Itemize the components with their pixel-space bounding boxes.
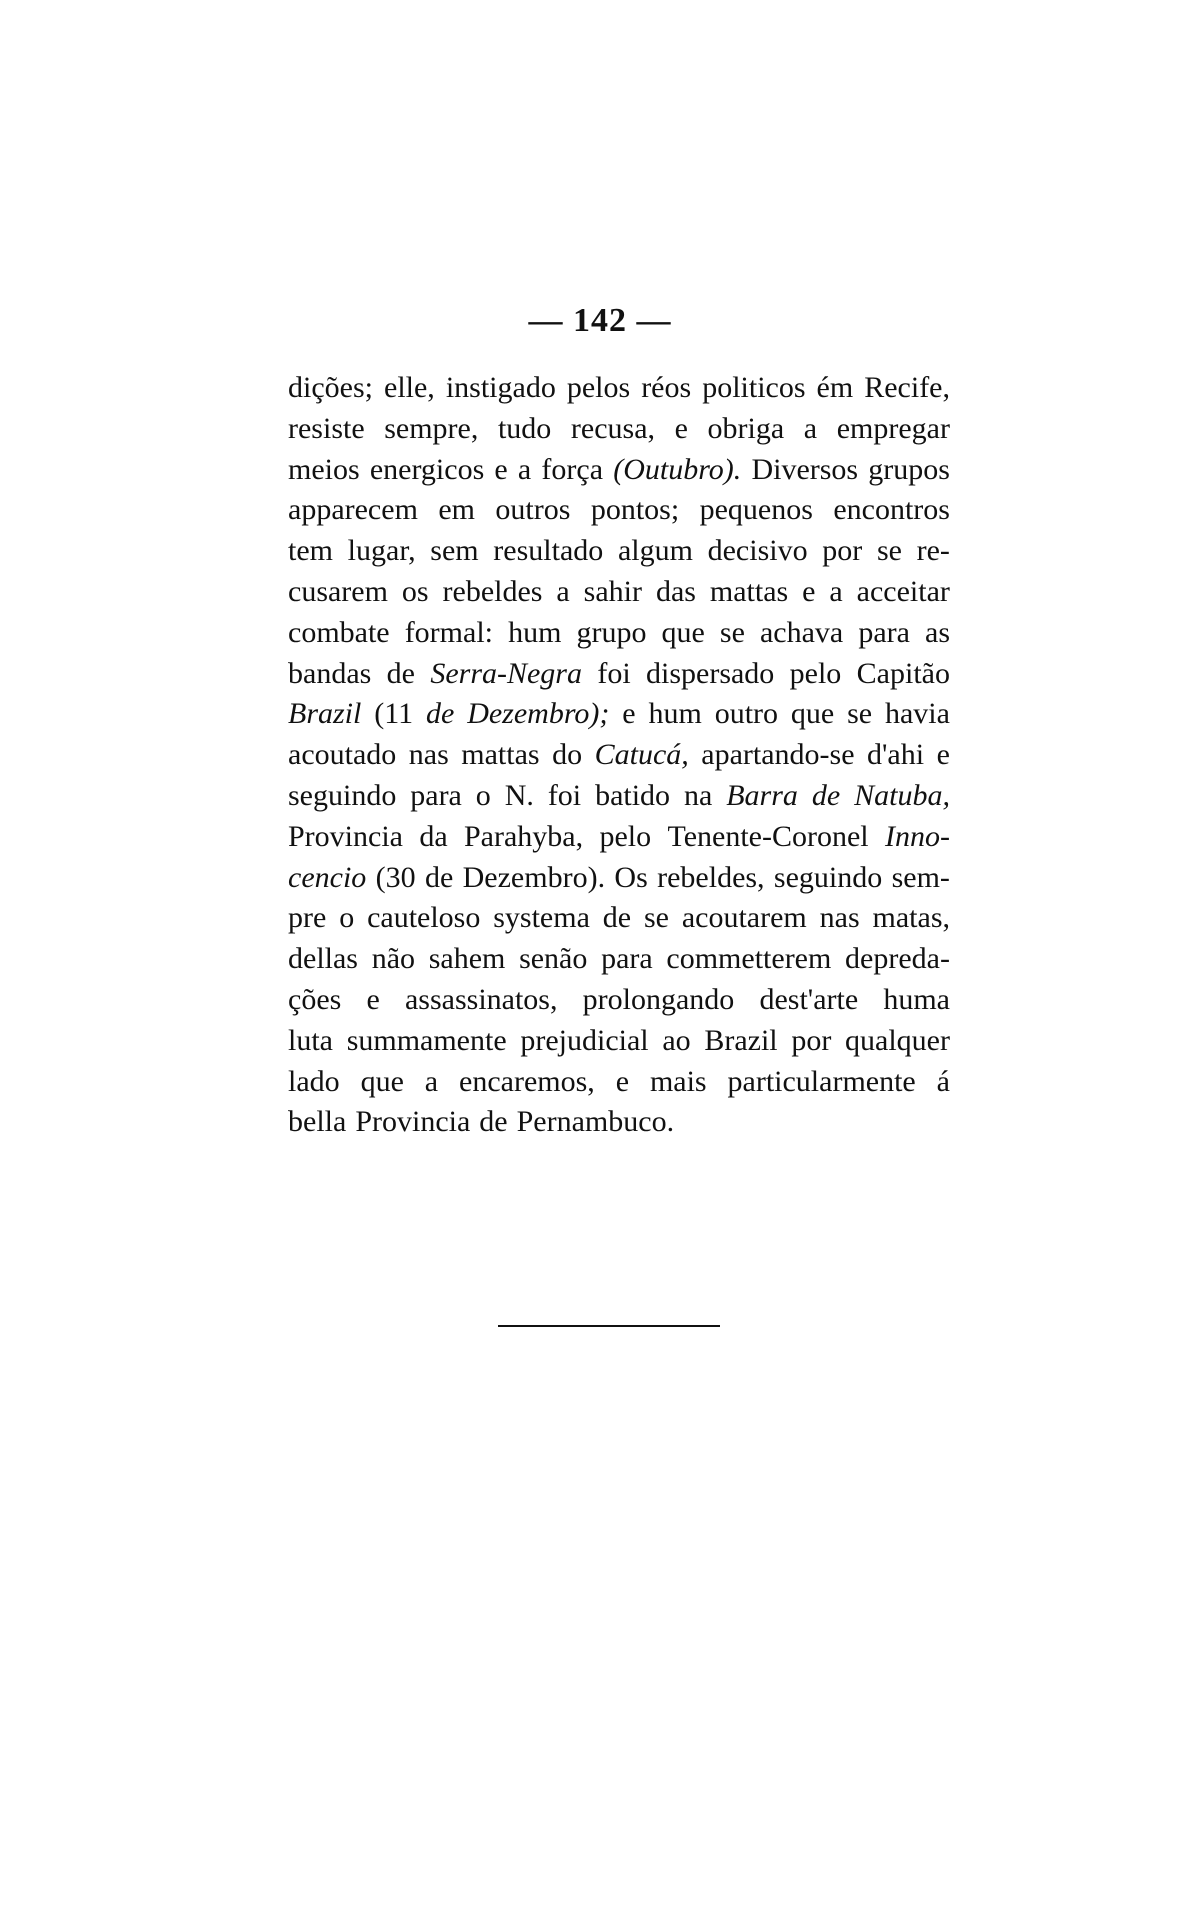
- word: (30: [375, 860, 416, 894]
- word: bella: [288, 1105, 347, 1139]
- word: dispersado: [646, 656, 775, 690]
- word: cauteloso: [367, 901, 481, 935]
- word: systema: [493, 901, 590, 935]
- word: Catucá,: [594, 738, 689, 772]
- word: empregar: [836, 411, 950, 445]
- word: huma: [883, 982, 950, 1016]
- text-line: [288, 450, 950, 491]
- word: força: [541, 452, 604, 486]
- word: pelos: [566, 371, 631, 404]
- word: cusarem: [288, 574, 388, 608]
- word: seguindo: [773, 860, 883, 894]
- word: a: [803, 411, 818, 445]
- word: para: [410, 778, 462, 812]
- word: (11: [374, 697, 414, 731]
- word: grupos: [868, 452, 950, 486]
- word: e: [802, 574, 816, 608]
- word: ao: [662, 1023, 691, 1057]
- word: Parahyba,: [464, 819, 584, 853]
- word: outro: [714, 697, 779, 731]
- word: decisivo: [707, 534, 808, 568]
- closing-rule: [498, 1325, 720, 1327]
- word: Brazil: [288, 697, 362, 731]
- word: N.: [504, 778, 534, 812]
- text-line: [288, 531, 950, 572]
- word: qualquer: [845, 1023, 950, 1057]
- word: acoutado: [288, 738, 397, 772]
- word: dest'arte: [759, 982, 859, 1016]
- word: mattas: [709, 574, 789, 608]
- body-text: [288, 368, 950, 1143]
- text-line: [288, 898, 950, 939]
- word: obriga: [707, 411, 785, 445]
- word: que: [661, 615, 705, 649]
- word: matas,: [872, 901, 950, 935]
- word: ções: [288, 982, 342, 1016]
- word: das: [655, 574, 696, 608]
- text-line: [288, 490, 950, 531]
- word: energicos: [369, 452, 485, 486]
- word: em: [438, 493, 475, 527]
- text-line: [288, 409, 950, 450]
- word: a: [424, 1064, 439, 1098]
- word: summamente: [346, 1023, 507, 1057]
- page-number: — 142 —: [528, 302, 672, 339]
- word: a: [517, 452, 532, 486]
- word: senão: [519, 942, 588, 976]
- word: resiste: [288, 411, 365, 445]
- word: d'ahi: [867, 738, 925, 772]
- word: os: [401, 574, 429, 608]
- word: a: [556, 574, 570, 608]
- word: e: [936, 738, 950, 772]
- word: as: [925, 615, 950, 649]
- word: não: [371, 942, 416, 976]
- word: mattas: [461, 738, 540, 772]
- word: de: [811, 778, 841, 812]
- word: e: [615, 1064, 630, 1098]
- word: nas: [408, 738, 449, 772]
- word: bandas: [288, 656, 372, 690]
- text-line: [288, 572, 950, 613]
- word: particularmente: [727, 1064, 916, 1098]
- word: pontos;: [590, 493, 680, 527]
- word: Serra-Negra: [430, 656, 582, 690]
- word: cencio: [288, 860, 367, 894]
- word: combate: [288, 615, 390, 649]
- text-line: [288, 776, 950, 817]
- text-line: [288, 735, 950, 776]
- text-line: [288, 1102, 950, 1143]
- word: para: [858, 615, 910, 649]
- word: pelo: [789, 656, 842, 690]
- word: ém: [816, 371, 854, 404]
- text-line: [288, 980, 950, 1021]
- word: pelo: [599, 819, 652, 853]
- text-line: [288, 694, 950, 735]
- word: Pernambuco.: [516, 1105, 675, 1139]
- word: o: [475, 778, 491, 812]
- word: o: [339, 901, 355, 935]
- text-line: [288, 939, 950, 980]
- word: prolongando: [582, 982, 735, 1016]
- word: se: [719, 615, 745, 649]
- word: prejudicial: [520, 1023, 649, 1057]
- word: dições;: [288, 371, 373, 404]
- word: por: [822, 534, 863, 568]
- word: elle,: [384, 371, 435, 404]
- word: a: [829, 574, 843, 608]
- word: á: [936, 1064, 950, 1098]
- word: grupo: [576, 615, 647, 649]
- word: sahem: [428, 942, 506, 976]
- word: pre: [288, 901, 327, 935]
- text-line: [288, 817, 950, 858]
- word: hum: [508, 615, 562, 649]
- text-line: [288, 858, 950, 899]
- word: Barra: [726, 778, 798, 812]
- word: outros: [495, 493, 571, 527]
- word: Diversos: [751, 452, 859, 486]
- word: Recife,: [864, 371, 950, 404]
- word: resultado: [493, 534, 604, 568]
- word: mais: [649, 1064, 707, 1098]
- word: acceitar: [856, 574, 950, 608]
- word: que: [360, 1064, 404, 1098]
- word: de: [386, 656, 415, 690]
- word: apartando-se: [701, 738, 855, 772]
- text-line: [288, 654, 950, 695]
- text-line: [288, 1062, 950, 1103]
- word: algum: [617, 534, 693, 568]
- word: de: [426, 697, 455, 731]
- word: Brazil: [704, 1023, 778, 1057]
- word: re-: [916, 534, 950, 568]
- word: seguindo: [288, 778, 397, 812]
- word: recusa,: [570, 411, 656, 445]
- word: apparecem: [288, 493, 418, 527]
- word: foi: [547, 778, 582, 812]
- word: se: [847, 697, 873, 731]
- word: sem: [430, 534, 479, 568]
- word: Os: [614, 860, 648, 894]
- word: dellas: [288, 942, 358, 976]
- word: e: [366, 982, 380, 1016]
- word: Inno-: [884, 819, 950, 853]
- word: politicos: [702, 371, 806, 404]
- word: formal:: [404, 615, 493, 649]
- word: lugar,: [347, 534, 416, 568]
- word: rebeldes,: [657, 860, 765, 894]
- word: Capitão: [856, 656, 950, 690]
- word: que: [790, 697, 835, 731]
- word: depreda-: [845, 942, 950, 976]
- text-line: [288, 1021, 950, 1062]
- word: luta: [288, 1023, 333, 1057]
- word: Tenente-Coronel: [667, 819, 869, 853]
- word: meios: [288, 452, 360, 486]
- word: se: [876, 534, 902, 568]
- word: réos: [641, 371, 692, 404]
- word: e: [622, 697, 636, 731]
- word: achava: [759, 615, 844, 649]
- word: acoutarem: [681, 901, 807, 935]
- word: de: [479, 1105, 508, 1139]
- word: sem-: [891, 860, 950, 894]
- word: lado: [288, 1064, 340, 1098]
- word: hum: [648, 697, 702, 731]
- word: (Outubro).: [613, 452, 742, 486]
- word: rebeldes: [442, 574, 543, 608]
- word: havia: [884, 697, 950, 731]
- word: tem: [288, 534, 333, 568]
- word: encontros: [833, 493, 950, 527]
- word: tudo: [497, 411, 552, 445]
- word: na: [683, 778, 713, 812]
- word: Dezembro);: [467, 697, 610, 731]
- word: Natuba,: [854, 778, 950, 812]
- word: commetterem: [666, 942, 832, 976]
- text-line: [288, 368, 950, 409]
- word: de: [602, 901, 632, 935]
- word: Provincia: [288, 819, 403, 853]
- text-line: [288, 613, 950, 654]
- word: e: [674, 411, 688, 445]
- word: e: [494, 452, 508, 486]
- word: assassinatos,: [404, 982, 558, 1016]
- word: de: [424, 860, 454, 894]
- word: batido: [595, 778, 671, 812]
- word: se: [643, 901, 669, 935]
- word: Dezembro).: [462, 860, 606, 894]
- word: do: [552, 738, 583, 772]
- word: por: [791, 1023, 832, 1057]
- word: pequenos: [699, 493, 813, 527]
- word: sempre,: [384, 411, 479, 445]
- word: da: [419, 819, 448, 853]
- word: encaremos,: [459, 1064, 595, 1098]
- word: instigado: [445, 371, 556, 404]
- word: foi: [597, 656, 631, 690]
- word: nas: [819, 901, 860, 935]
- word: sahir: [583, 574, 642, 608]
- word: Provincia: [355, 1105, 471, 1139]
- word: para: [601, 942, 653, 976]
